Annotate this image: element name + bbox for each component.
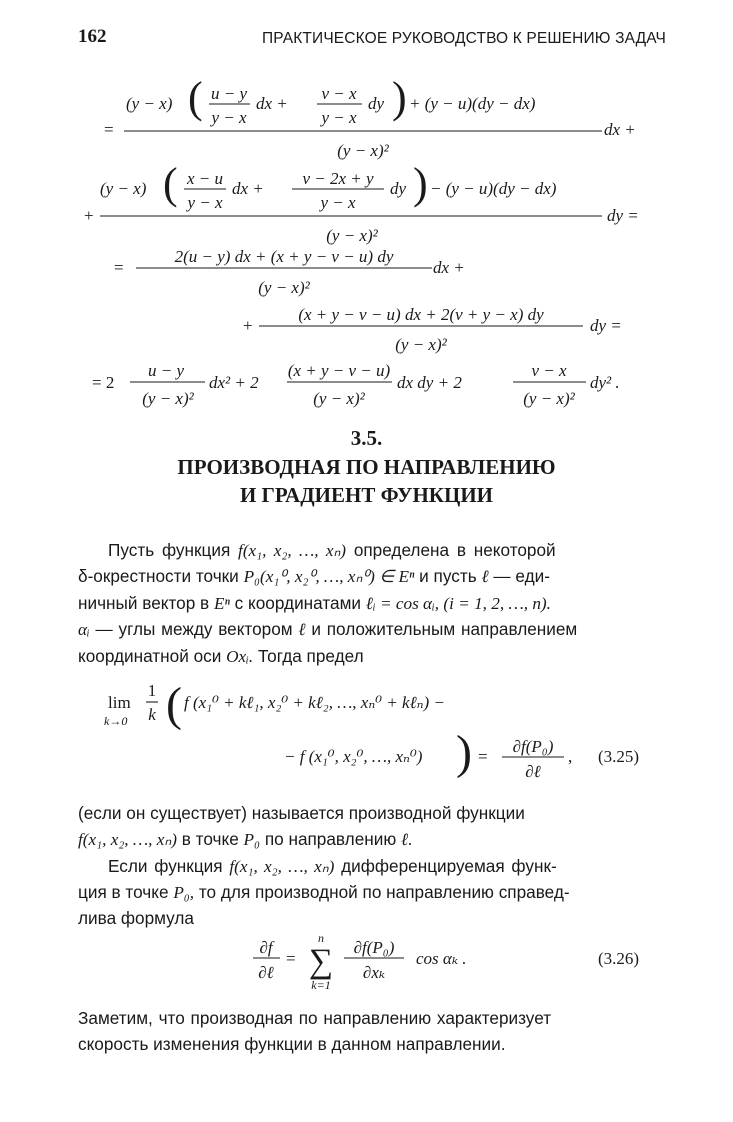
p3-line-3: лива формула [78, 908, 194, 928]
line1-frac2-num: v − x [321, 84, 357, 103]
p4-line-2: скорость изменения функции в данном направлении. [78, 1034, 506, 1054]
line1-frac1-den: y − x [211, 108, 247, 127]
rhs-num: ∂f(P₀) [353, 938, 395, 957]
line2-frac2-den: y − x [320, 193, 356, 212]
section-title-line-2: И ГРАДИЕНТ ФУНКЦИИ [239, 483, 494, 507]
p1-line-4: αᵢ — углы между вектором ℓ и положительным направлением [78, 619, 578, 639]
line2-tail: − (y − u)(dy − dx) [430, 179, 557, 198]
lim-sub: k→0 [104, 714, 128, 728]
svg-text:(: ( [163, 159, 178, 208]
svg-text:): ) [456, 726, 472, 779]
limit-row-1: f (x₁⁰ + kℓ₁, x₂⁰ + kℓ₂, …, xₙ⁰ + kℓₙ) − [184, 693, 445, 712]
derivation-line-1 [104, 73, 636, 160]
sum-bottom: k=1 [311, 978, 331, 992]
equals-sign: = [286, 949, 296, 968]
line3-num: 2(u − y) dx + (x + y − v − u) dy [174, 247, 394, 266]
svg-text:=: = [104, 120, 114, 139]
section-title-line-1: ПРОИЗВОДНАЯ ПО НАПРАВЛЕНИЮ [177, 455, 556, 479]
line5-t3-num: v − x [531, 361, 567, 380]
lhs-den: ∂ℓ [258, 963, 274, 982]
line5-t3-after: dy² . [590, 373, 620, 392]
svg-text:=: = [114, 258, 124, 277]
line1-numerator-a: (y − x) [126, 94, 173, 113]
line2-frac2-num: v − 2x + y [302, 169, 374, 188]
line4-num: (x + y − v − u) dx + 2(v + y − x) dy [298, 305, 544, 324]
svg-text:+: + [243, 316, 253, 335]
p1-line-2: δ-окрестности точки P₀(x₁⁰, x₂⁰, …, xₙ⁰) ∈ Eⁿ и пусть ℓ — еди- [78, 566, 550, 586]
p1-line-3: ничный вектор в Eⁿ с координатами ℓᵢ = cos αᵢ, (i = 1, 2, …, n). [78, 593, 551, 613]
line2-dy: dy [390, 179, 407, 198]
p1-line-5: координатной оси Oxᵢ. Тогда предел [78, 646, 364, 666]
line1-after: dx + [604, 120, 636, 139]
line4-after: dy = [590, 316, 622, 335]
open-paren-1: ( [188, 73, 203, 122]
line5-t2-num: (x + y − v − u) [287, 361, 391, 380]
limit-rhs-num: ∂f(P₀) [512, 737, 554, 756]
p2-line-1: (если он существует) называется производной функции [78, 803, 525, 823]
line2-dx: dx + [232, 179, 264, 198]
derivation-line-2 [84, 159, 639, 245]
svg-text:+: + [84, 206, 94, 225]
line3-den: (y − x)² [258, 278, 310, 297]
equation-number-3-25: (3.25) [598, 747, 640, 766]
line2-numerator-a: (y − x) [100, 179, 147, 198]
line1-frac1-num: u − y [210, 84, 248, 103]
line2-after: dy = [607, 206, 639, 225]
lhs-num: ∂f [259, 938, 273, 957]
lim-frac-den: k [148, 705, 156, 724]
line1-den: (y − x)² [337, 141, 389, 160]
p3-line-1: Если функция f(x₁, x₂, …, xₙ) дифференцируемая функ- [108, 856, 557, 876]
p1-line-1: Пусть функция f(x₁, x₂, …, xₙ) определена в некоторой [108, 540, 556, 560]
svg-text:= 2: = 2 [92, 373, 115, 392]
sum-symbol: ∑ [308, 943, 334, 980]
line5-t3-den: (y − x)² [523, 389, 575, 408]
line1-tail: + (y − u)(dy − dx) [409, 94, 536, 113]
derivation-line-3 [114, 247, 465, 297]
page-number: 162 [78, 26, 107, 47]
line2-frac1-num: x − u [186, 169, 224, 188]
line1-dx: dx + [256, 94, 288, 113]
equation-number-3-26: (3.26) [598, 949, 640, 968]
cos-term: cos αₖ . [416, 949, 467, 968]
line3-after: dx + [433, 258, 465, 277]
section-number: 3.5. [350, 426, 383, 450]
lim-frac-num: 1 [147, 681, 157, 700]
limit-row-2: − f (x₁⁰, x₂⁰, …, xₙ⁰) [284, 747, 423, 766]
line1-frac2-den: y − x [321, 108, 357, 127]
svg-text:,: , [568, 747, 573, 766]
derivation-line-4 [243, 305, 622, 354]
line1-dy: dy [368, 94, 385, 113]
line5-t1-after: dx² + 2 [209, 373, 259, 392]
derivation-line-5 [92, 361, 620, 408]
close-paren-1: ) [392, 73, 407, 122]
lim-text: lim [108, 693, 131, 712]
line2-frac1-den: y − x [187, 193, 223, 212]
p3-line-2: ция в точке P₀, то для производной по направлению справед- [78, 882, 570, 902]
line5-t1-den: (y − x)² [142, 389, 194, 408]
line5-t1-num: u − y [147, 361, 185, 380]
limit-rhs-den: ∂ℓ [525, 762, 541, 781]
svg-text:): ) [413, 159, 428, 208]
sum-top: n [318, 931, 324, 945]
line5-t2-after: dx dy + 2 [397, 373, 462, 392]
running-title: ПРАКТИЧЕСКОЕ РУКОВОДСТВО К РЕШЕНИЮ ЗАДАЧ [262, 30, 666, 47]
line4-den: (y − x)² [395, 335, 447, 354]
line2-den: (y − x)² [326, 226, 378, 245]
p4-line-1: Заметим, что производная по направлению характеризует [78, 1008, 552, 1028]
svg-text:=: = [478, 747, 488, 766]
rhs-den: ∂xₖ [362, 963, 386, 982]
p2-line-2: f(x₁, x₂, …, xₙ) в точке P₀ по направлению ℓ. [78, 829, 413, 849]
svg-text:(: ( [166, 678, 182, 731]
line5-t2-den: (y − x)² [313, 389, 365, 408]
